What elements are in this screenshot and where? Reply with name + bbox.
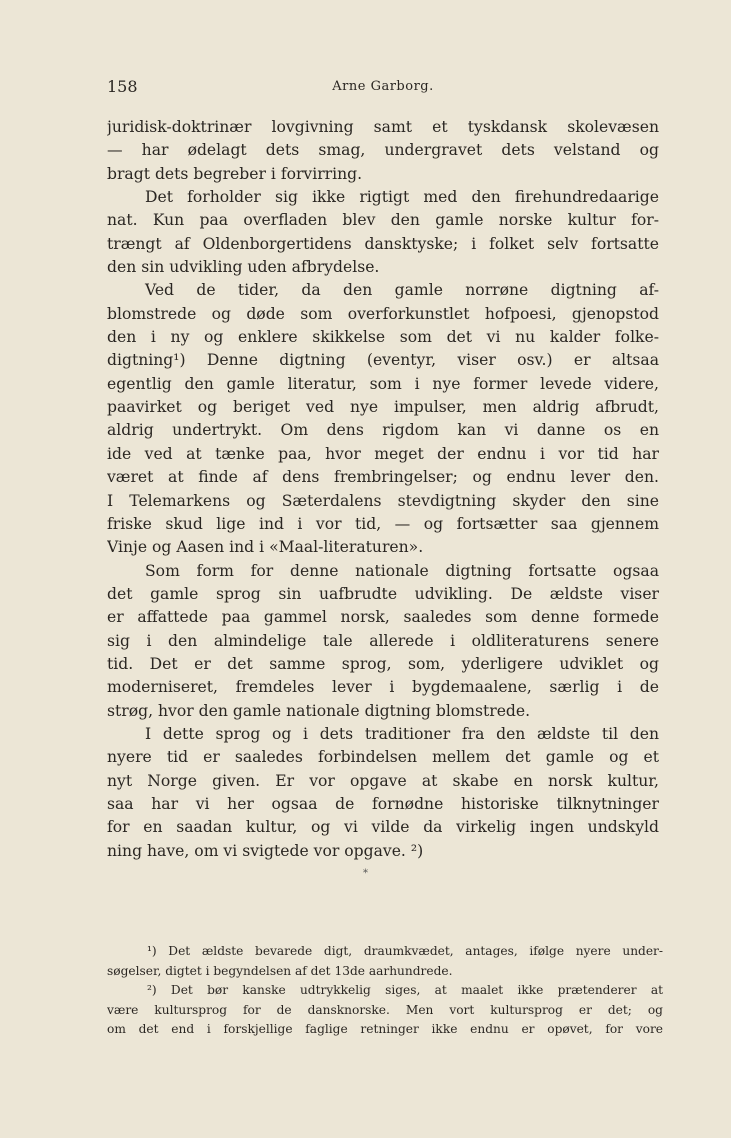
text-line: I dette sprog og i dets traditioner fra den ældste til den — [145, 724, 659, 743]
text-line: nat. Kun paa overfladen blev den gamle norske kultur for- — [107, 211, 659, 230]
section-divider-asterisk: * — [363, 868, 368, 879]
text-line: blomstrede og døde som overforkunstlet hofpoesi, gjenopstod — [107, 304, 659, 323]
text-line: Som form for denne nationale digtning fortsatte ogsaa — [145, 561, 659, 580]
text-line: digtning¹) Denne digtning (eventyr, viser osv.) er altsaa — [107, 351, 659, 370]
text-line: nyt Norge given. Er vor opgave at skabe en norsk kultur, — [107, 771, 659, 790]
text-line: aldrig undertrykt. Om dens rigdom kan vi danne os en — [107, 421, 659, 440]
text-line: paavirket og beriget ved nye impulser, men aldrig afbrudt, — [107, 398, 659, 417]
text-line: Vinje og Aasen ind i «Maal-literaturen». — [107, 538, 424, 557]
text-line: I Telemarkens og Sæterdalens stevdigtning skyder den sine — [107, 491, 659, 510]
text-line: bragt dets begreber i forvirring. — [107, 164, 363, 183]
text-line: for en saadan kultur, og vi vilde da virkelig ingen undskyld — [107, 818, 659, 837]
page-number: 158 — [107, 77, 138, 96]
text-line: det gamle sprog sin uafbrudte udvikling. De ældste viser — [107, 584, 659, 603]
text-line: trængt af Oldenborgertidens dansktyske; i folket selv fortsatte — [107, 234, 659, 253]
text-line: sig i den almindelige tale allerede i oldliteraturens senere — [107, 631, 659, 650]
text-line: tid. Det er det samme sprog, som, yderligere udviklet og — [107, 654, 659, 673]
text-line: Det forholder sig ikke rigtigt med den firehundredaarige — [145, 188, 659, 207]
text-line: nyere tid er saaledes forbindelsen mellem det gamle og et — [107, 748, 659, 767]
text-line: er affattede paa gammel norsk, saaledes som denne formede — [107, 608, 659, 627]
text-line: været at finde af dens frembringelser; og endnu lever den. — [107, 468, 659, 487]
text-line: egentlig den gamle literatur, som i nye former levede videre, — [107, 374, 659, 393]
text-line: — har ødelagt dets smag, undergravet dets velstand og — [107, 141, 659, 160]
footnote-line: om det end i forskjellige faglige retninger ikke endnu er opøvet, for vore — [107, 1022, 663, 1037]
footnote-line: være kultursprog for de dansknorske. Men vort kultursprog er det; og — [107, 1002, 663, 1017]
text-line: den i ny og enklere skikkelse som det vi nu kalder folke- — [107, 328, 659, 347]
text-line: ide ved at tænke paa, hvor meget der endnu i vor tid har — [107, 444, 659, 463]
text-line: den sin udvikling uden afbrydelse. — [107, 258, 380, 277]
text-line: moderniseret, fremdeles lever i bygdemaalene, særlig i de — [107, 678, 659, 697]
page-header — [107, 77, 659, 101]
text-line: saa har vi her ogsaa de fornødne historiske tilknytninger — [107, 794, 659, 813]
running-head: Arne Garborg. — [332, 79, 434, 94]
footnote-line: ²) Det bør kanske udtrykkelig siges, at maalet ikke prætenderer at — [147, 983, 663, 998]
text-line: ning have, om vi svigtede vor opgave. ²) — [107, 841, 424, 860]
text-line: Ved de tider, da den gamle norrøne digtning af- — [145, 281, 659, 300]
body-text — [107, 116, 659, 863]
footnote-line: søgelser, digtet i begyndelsen af det 13de aarhundrede. — [107, 963, 453, 978]
text-line: friske skud lige ind i vor tid, — og fortsætter saa gjennem — [107, 514, 659, 533]
text-line: strøg, hvor den gamle nationale digtning blomstrede. — [107, 701, 531, 720]
footnote-line: ¹) Det ældste bevarede digt, draumkvædet, antages, ifølge nyere under- — [147, 944, 663, 958]
footnotes — [107, 942, 663, 1040]
text-line: juridisk-doktrinær lovgivning samt et tyskdansk skolevæsen — [107, 118, 659, 136]
